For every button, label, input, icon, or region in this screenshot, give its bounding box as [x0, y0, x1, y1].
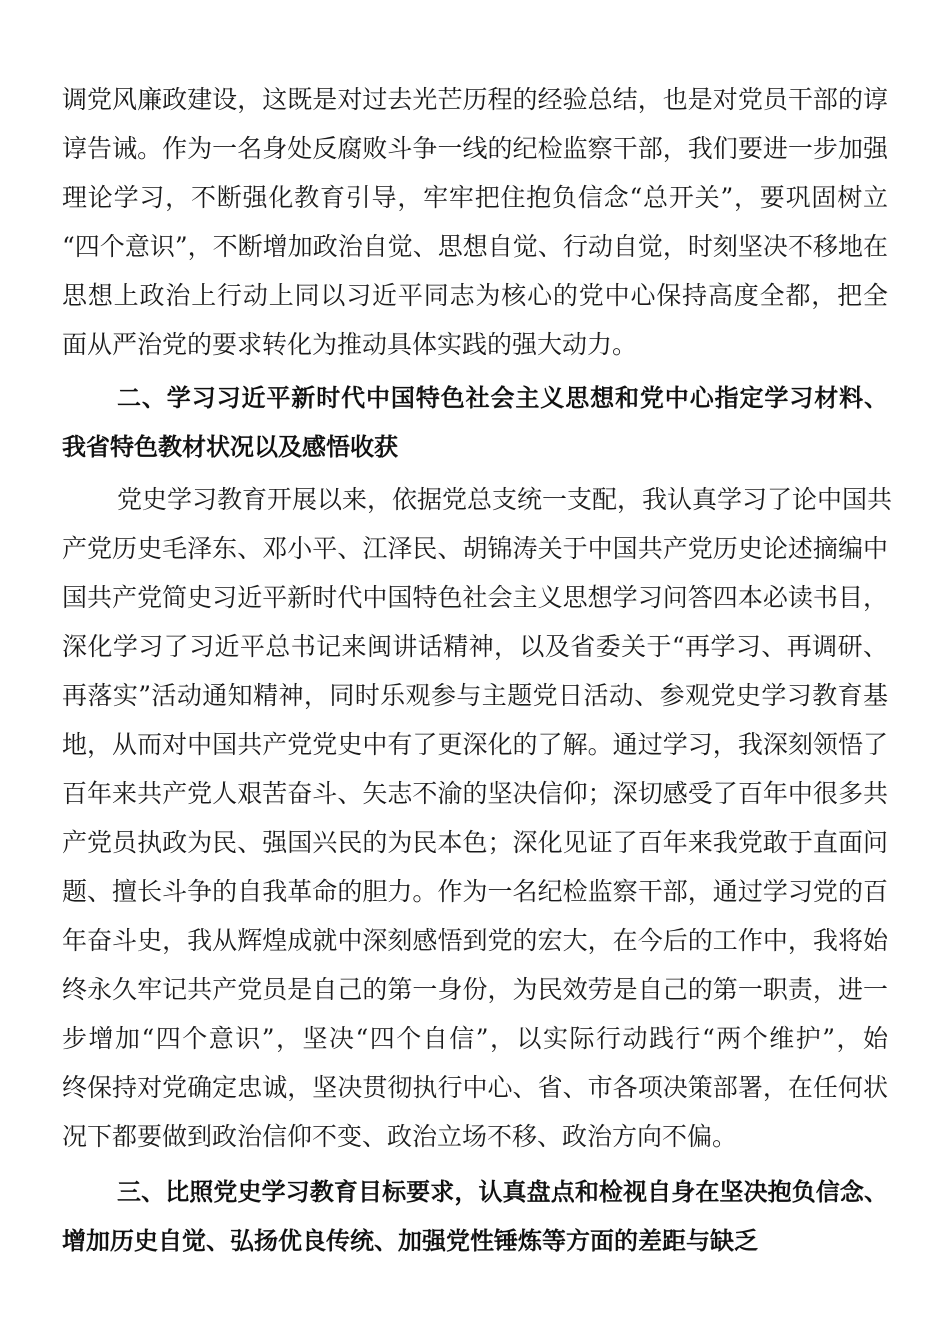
text-line: 终永久牢记共产党员是自己的第一身份，为民效劳是自己的第一职责，进一 [62, 975, 888, 1004]
heading-line: 我省特色教材状况以及感悟收获 [62, 433, 398, 461]
heading-line: 增加历史自觉、弘扬优良传统、加强党性锤炼等方面的差距与缺乏 [62, 1227, 758, 1255]
text-line: 思想上政治上行动上同以习近平同志为核心的党中心保持高度全都，把全 [62, 281, 888, 310]
text-line: “四个意识”，不断增加政治自觉、思想自觉、行动自觉，时刻坚决不移地在 [62, 232, 888, 261]
text-line: 产党员执政为民、强国兴民的为民本色；深化见证了百年来我党敢于直面问 [62, 828, 888, 857]
text-line: 党史学习教育开展以来，依据党总支统一支配，我认真学习了论中国共 [117, 485, 893, 514]
text-line: 年奋斗史，我从辉煌成就中深刻感悟到党的宏大，在今后的工作中，我将始 [62, 926, 888, 955]
text-line: 终保持对党确定忠诚，坚决贯彻执行中心、省、市各项决策部署，在任何状 [62, 1073, 888, 1102]
text-line: 深化学习了习近平总书记来闽讲话精神，以及省委关于“再学习、再调研、 [62, 632, 888, 661]
text-line: 谆告诫。作为一名身处反腐败斗争一线的纪检监察干部，我们要进一步加强 [62, 134, 888, 163]
text-line: 地，从而对中国共产党党史中有了更深化的了解。通过学习，我深刻领悟了 [62, 730, 888, 759]
text-line: 再落实”活动通知精神，同时乐观参与主题党日活动、参观党史学习教育基 [62, 681, 888, 710]
text-line: 国共产党简史习近平新时代中国特色社会主义思想学习问答四本必读书目， [62, 583, 888, 612]
heading-line: 二、学习习近平新时代中国特色社会主义思想和党中心指定学习材料、 [117, 384, 888, 412]
text-line: 理论学习，不断强化教育引导，牢牢把住抱负信念“总开关”，要巩固树立 [62, 183, 888, 212]
text-line: 步增加“四个意识”，坚决“四个自信”，以实际行动践行“两个维护”，始 [62, 1024, 888, 1053]
text-line: 面从严治党的要求转化为推动具体实践的强大动力。 [62, 330, 638, 359]
text-line: 百年来共产党人艰苦奋斗、矢志不渝的坚决信仰；深切感受了百年中很多共 [62, 779, 888, 808]
text-line: 况下都要做到政治信仰不变、政治立场不移、政治方向不偏。 [62, 1122, 738, 1151]
text-line: 产党历史毛泽东、邓小平、江泽民、胡锦涛关于中国共产党历史论述摘编中 [62, 534, 888, 563]
text-line: 调党风廉政建设，这既是对过去光芒历程的经验总结，也是对党员干部的谆 [62, 85, 888, 114]
heading-line: 三、比照党史学习教育目标要求，认真盘点和检视自身在坚决抱负信念、 [117, 1178, 888, 1206]
text-line: 题、擅长斗争的自我革命的胆力。作为一名纪检监察干部，通过学习党的百 [62, 877, 888, 906]
